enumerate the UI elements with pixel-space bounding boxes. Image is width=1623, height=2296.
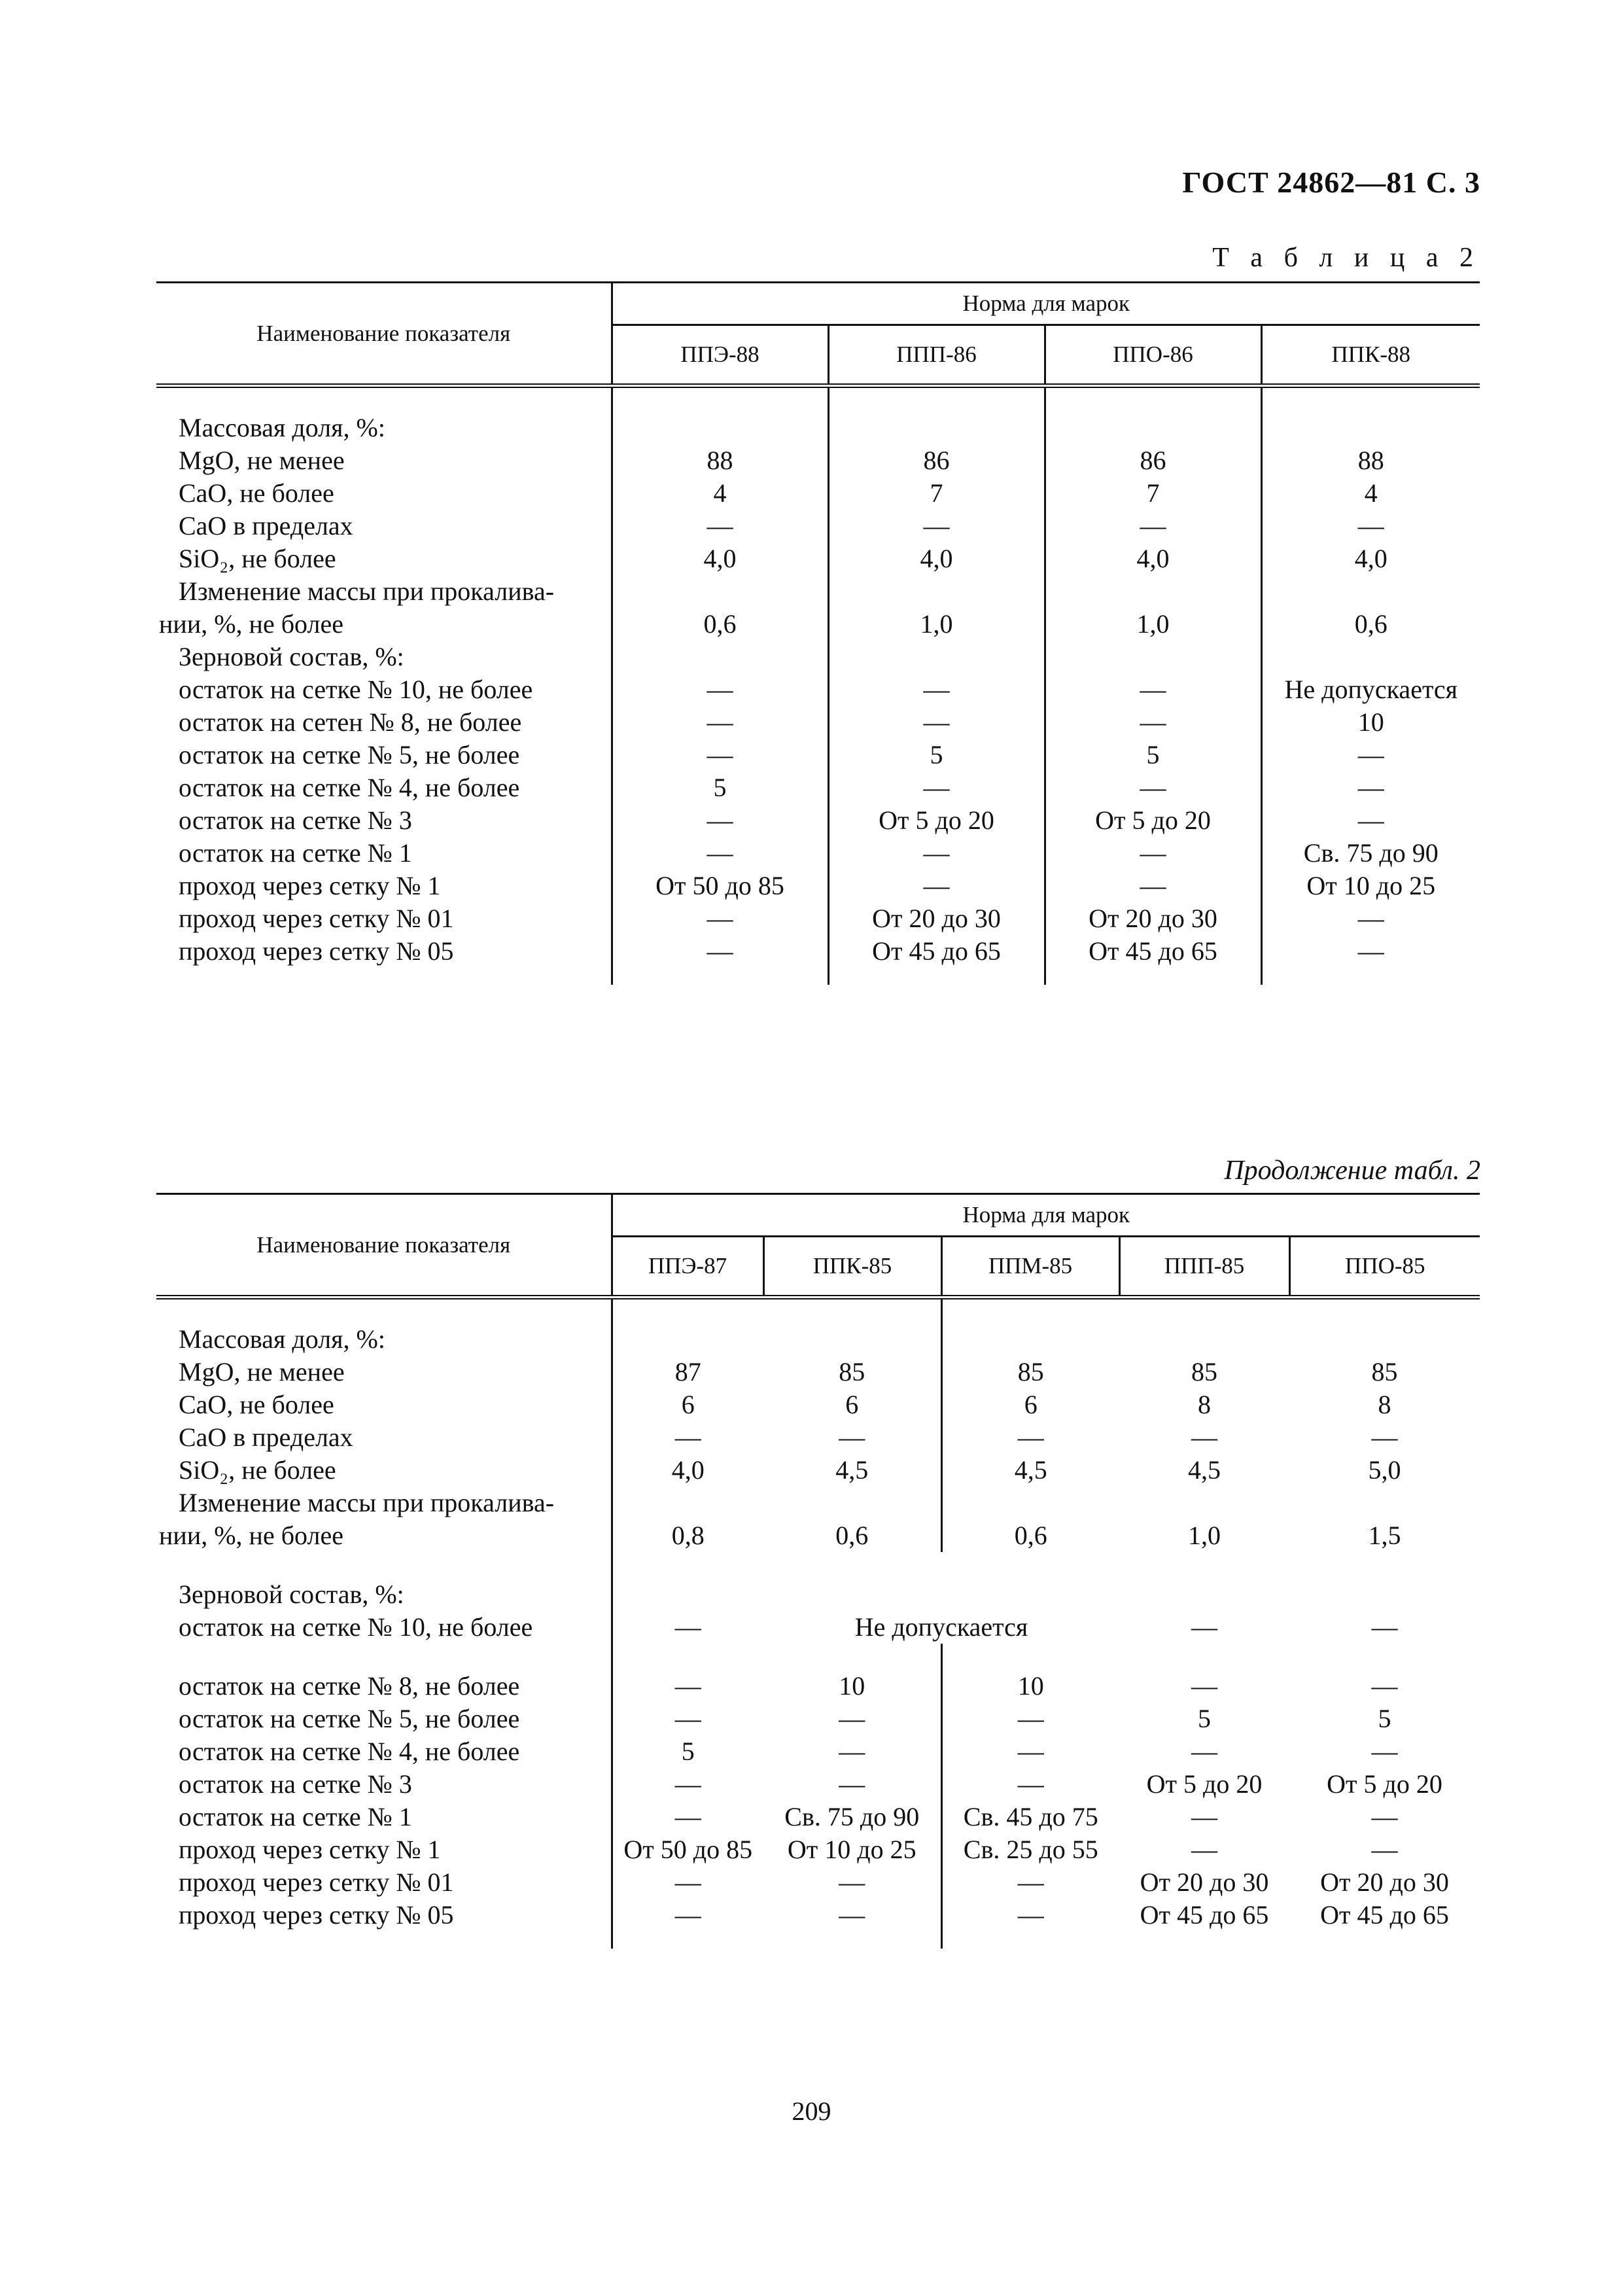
- cell: 4: [612, 477, 828, 510]
- cell: —: [1261, 935, 1480, 968]
- row-name: остаток на сетке № 5, не более: [179, 1704, 520, 1733]
- cell: 7: [1045, 477, 1261, 510]
- cell: —: [612, 804, 828, 837]
- row-name: Изменение массы при прокалива-: [179, 576, 555, 606]
- row-name: остаток на сетке № 10, не более: [179, 1612, 533, 1642]
- cell: 1,0: [1188, 1521, 1221, 1550]
- cell: —: [612, 510, 828, 542]
- cell: —: [612, 1703, 763, 1735]
- cell: —: [839, 1704, 865, 1733]
- cell: От 5 до 20: [1146, 1769, 1263, 1799]
- cell: —: [828, 706, 1045, 739]
- table-row: [156, 706, 1480, 739]
- table-row: [156, 412, 1480, 444]
- cell: —: [1191, 1671, 1217, 1701]
- row-name: остаток на сетен № 8, не более: [179, 707, 522, 737]
- row-name: проход через сетку № 05: [179, 936, 454, 966]
- cell: —: [612, 673, 828, 706]
- table-row: [156, 1768, 1480, 1801]
- cell: 1,0: [828, 608, 1045, 641]
- cell: [1289, 1323, 1480, 1356]
- cell: [941, 1487, 1119, 1519]
- table1-col-header: ППК-88: [1261, 325, 1480, 386]
- table-row: [156, 673, 1480, 706]
- table-row: [156, 1801, 1480, 1833]
- cell: —: [612, 1421, 763, 1454]
- row-name: SiO₂, не более: [179, 544, 336, 573]
- table-row: [156, 1487, 1480, 1519]
- cell: —: [1191, 1737, 1217, 1766]
- table2-caption: Продолжение табл. 2: [1224, 1156, 1480, 1186]
- cell: —: [1191, 1835, 1217, 1864]
- cell: —: [1045, 870, 1261, 902]
- table-row: [156, 542, 1480, 575]
- row-name: CaO в пределах: [179, 511, 353, 540]
- row-name: MgO, не менее: [179, 1357, 345, 1386]
- cell: [612, 1578, 763, 1611]
- cell: 8: [1378, 1390, 1391, 1419]
- table2-col-header: ППК-85: [763, 1237, 941, 1298]
- cell: —: [1371, 1835, 1398, 1864]
- cell: —: [1261, 902, 1480, 935]
- table-row: [156, 575, 1480, 608]
- cell: —: [839, 1900, 865, 1930]
- cell: От 45 до 65: [1320, 1900, 1449, 1930]
- cell: От 10 до 25: [787, 1835, 916, 1864]
- row-name: остаток на сетке № 3: [179, 805, 412, 835]
- cell: —: [612, 1801, 763, 1833]
- cell: 10: [941, 1670, 1119, 1703]
- cell: 88: [612, 444, 828, 477]
- cell: 5: [828, 739, 1045, 771]
- cell: —: [612, 1866, 763, 1899]
- table-row: [156, 837, 1480, 870]
- cell: 5,0: [1368, 1455, 1401, 1485]
- cell: —: [1045, 673, 1261, 706]
- cell: [1261, 575, 1480, 608]
- cell: 4,0: [828, 542, 1045, 575]
- table-row: [156, 1703, 1480, 1735]
- table2-name-header: Наименование показателя: [156, 1194, 612, 1298]
- cell: —: [941, 1735, 1119, 1768]
- row-name: нии, %, не более: [159, 609, 343, 639]
- cell: 0,6: [612, 608, 828, 641]
- table-row: [156, 1899, 1480, 1932]
- cell: 86: [828, 444, 1045, 477]
- cell: —: [839, 1867, 865, 1897]
- table-row: [156, 1611, 1480, 1644]
- cell: 85: [839, 1357, 865, 1386]
- cell: [763, 1323, 941, 1356]
- row-name: остаток на сетке № 4, не более: [179, 1737, 520, 1766]
- cell: 6: [612, 1388, 763, 1421]
- cell: —: [612, 1899, 763, 1932]
- table-row: [156, 477, 1480, 510]
- cell: —: [612, 837, 828, 870]
- row-name: SiO₂, не более: [179, 1455, 336, 1485]
- cell: —: [828, 870, 1045, 902]
- cell: 8: [1198, 1390, 1211, 1419]
- cell: [1045, 575, 1261, 608]
- table1-name-header: Наименование показателя: [156, 283, 612, 386]
- cell: 86: [1045, 444, 1261, 477]
- cell: От 20 до 30: [1045, 902, 1261, 935]
- cell: —: [828, 771, 1045, 804]
- row-name: проход через сетку № 05: [179, 1900, 454, 1930]
- cell: —: [1261, 510, 1480, 542]
- row-name: Зерновой состав, %:: [179, 1580, 404, 1609]
- cell: [1045, 412, 1261, 444]
- cell: 0,6: [941, 1519, 1119, 1552]
- cell: —: [828, 837, 1045, 870]
- cell: —: [612, 706, 828, 739]
- table1: [156, 281, 1480, 985]
- cell: —: [1191, 1802, 1217, 1831]
- cell: [1119, 1323, 1289, 1356]
- cell: —: [828, 673, 1045, 706]
- table-row: [156, 1421, 1480, 1454]
- page-number: 209: [792, 2096, 831, 2126]
- cell: 87: [612, 1356, 763, 1388]
- cell: 5: [612, 1735, 763, 1768]
- table1-group-header: Норма для марок: [612, 283, 1480, 325]
- cell: —: [1045, 510, 1261, 542]
- cell: —: [941, 1768, 1119, 1801]
- cell: —: [612, 935, 828, 968]
- row-name: Зерновой состав, %:: [179, 642, 404, 671]
- row-name: остаток на сетке № 10, не более: [179, 675, 533, 704]
- table1-caption: Т а б л и ц а 2: [1212, 243, 1480, 273]
- table2-col-header: ППЭ-87: [612, 1237, 763, 1298]
- cell: —: [612, 1768, 763, 1801]
- table-row: [156, 804, 1480, 837]
- row-name: проход через сетку № 01: [179, 904, 454, 933]
- cell: —: [839, 1422, 865, 1452]
- table1-col-header: ППП-86: [828, 325, 1045, 386]
- cell: 88: [1261, 444, 1480, 477]
- table2-col-header: ППМ-85: [941, 1237, 1119, 1298]
- table-row: [156, 608, 1480, 641]
- cell: 4,0: [1045, 542, 1261, 575]
- row-name: остаток на сетке № 1: [179, 1802, 412, 1831]
- cell: От 20 до 30: [1140, 1867, 1269, 1897]
- row-name: MgO, не менее: [179, 446, 345, 475]
- table-row: [156, 1578, 1480, 1611]
- cell: 4,0: [612, 1454, 763, 1487]
- cell: —: [612, 739, 828, 771]
- cell: —: [1045, 771, 1261, 804]
- cell: 5: [1378, 1704, 1391, 1733]
- row-name: CaO в пределах: [179, 1422, 353, 1452]
- cell: От 50 до 85: [612, 1833, 763, 1866]
- cell: 10: [1261, 706, 1480, 739]
- cell: 85: [1371, 1357, 1398, 1386]
- cell: —: [941, 1899, 1119, 1932]
- cell: —: [1371, 1671, 1398, 1701]
- row-name: CaO, не более: [179, 1390, 334, 1419]
- cell: [1261, 412, 1480, 444]
- row-name: Изменение массы при прокалива-: [179, 1488, 555, 1517]
- cell: 4,5: [1188, 1455, 1221, 1485]
- cell: —: [1371, 1737, 1398, 1766]
- row-name: нии, %, не более: [159, 1521, 343, 1550]
- cell: От 50 до 85: [612, 870, 828, 902]
- table-row: [156, 1388, 1480, 1421]
- cell: От 45 до 65: [1140, 1900, 1269, 1930]
- cell: От 45 до 65: [1045, 935, 1261, 968]
- table2-col-header: ППП-85: [1119, 1237, 1289, 1298]
- table1-col-header: ППО-86: [1045, 325, 1261, 386]
- cell: [1289, 1487, 1480, 1519]
- cell: 4,5: [835, 1455, 869, 1485]
- row-name: остаток на сетке № 5, не более: [179, 740, 520, 769]
- table2: [156, 1193, 1480, 1949]
- table-row: [156, 739, 1480, 771]
- cell: 0,8: [612, 1519, 763, 1552]
- cell: 5: [1198, 1704, 1211, 1733]
- table-row: [156, 641, 1480, 673]
- cell: 0,6: [1261, 608, 1480, 641]
- cell: 10: [839, 1671, 865, 1701]
- cell: —: [1045, 706, 1261, 739]
- cell: 1,0: [1045, 608, 1261, 641]
- cell: От 10 до 25: [1261, 870, 1480, 902]
- row-name: остаток на сетке № 3: [179, 1769, 412, 1799]
- table-row: [156, 444, 1480, 477]
- cell: 85: [941, 1356, 1119, 1388]
- cell: —: [1261, 804, 1480, 837]
- table-row: [156, 1866, 1480, 1899]
- cell: —: [1261, 739, 1480, 771]
- table-row: [156, 902, 1480, 935]
- cell: [828, 412, 1045, 444]
- table2-group-header: Норма для марок: [612, 1194, 1480, 1237]
- cell: —: [941, 1866, 1119, 1899]
- table-row: [156, 1670, 1480, 1703]
- cell: [612, 412, 828, 444]
- cell: —: [1261, 771, 1480, 804]
- cell: [941, 1323, 1119, 1356]
- cell: —: [828, 510, 1045, 542]
- cell: [1261, 641, 1480, 673]
- row-name: остаток на сетке № 1: [179, 838, 412, 868]
- cell: —: [1371, 1422, 1398, 1452]
- table-row: [156, 1323, 1480, 1356]
- cell: Не допускается: [854, 1612, 1028, 1642]
- table-row: [156, 935, 1480, 968]
- cell: 4: [1261, 477, 1480, 510]
- cell: От 20 до 30: [1320, 1867, 1449, 1897]
- cell: 1,5: [1368, 1521, 1401, 1550]
- cell: 6: [941, 1388, 1119, 1421]
- cell: —: [612, 902, 828, 935]
- row-name: Массовая доля, %:: [179, 413, 385, 442]
- cell: —: [839, 1737, 865, 1766]
- row-name: остаток на сетке № 4, не более: [179, 773, 520, 802]
- table-row: [156, 1833, 1480, 1866]
- row-name: Массовая доля, %:: [179, 1324, 385, 1354]
- row-name: CaO, не более: [179, 478, 334, 508]
- cell: Св. 75 до 90: [1261, 837, 1480, 870]
- cell: —: [1191, 1612, 1217, 1642]
- cell: —: [1045, 837, 1261, 870]
- row-name: проход через сетку № 1: [179, 871, 441, 900]
- cell: 6: [845, 1390, 859, 1419]
- cell: [941, 1578, 1119, 1611]
- cell: 4,0: [612, 542, 828, 575]
- cell: От 5 до 20: [1327, 1769, 1442, 1799]
- cell: [612, 641, 828, 673]
- cell: Св. 75 до 90: [784, 1802, 920, 1831]
- cell: —: [941, 1703, 1119, 1735]
- cell: От 5 до 20: [828, 804, 1045, 837]
- cell: 0,6: [835, 1521, 869, 1550]
- cell: От 20 до 30: [828, 902, 1045, 935]
- table-row: [156, 1454, 1480, 1487]
- cell: 4,5: [941, 1454, 1119, 1487]
- table-row: [156, 1356, 1480, 1388]
- cell: 5: [1045, 739, 1261, 771]
- cell: [1045, 641, 1261, 673]
- cell: —: [612, 1670, 763, 1703]
- cell: [1289, 1578, 1480, 1611]
- cell: [612, 1487, 763, 1519]
- cell: [1119, 1487, 1289, 1519]
- cell: От 5 до 20: [1045, 804, 1261, 837]
- cell: Не допускается: [1261, 673, 1480, 706]
- row-name: проход через сетку № 01: [179, 1867, 454, 1897]
- cell: Св. 45 до 75: [941, 1801, 1119, 1833]
- row-name: проход через сетку № 1: [179, 1835, 441, 1864]
- cell: 4,0: [1261, 542, 1480, 575]
- cell: [1119, 1578, 1289, 1611]
- cell: Св. 25 до 55: [941, 1833, 1119, 1866]
- cell: [763, 1578, 941, 1611]
- cell: [828, 641, 1045, 673]
- table-row: [156, 510, 1480, 542]
- table-row: [156, 1735, 1480, 1768]
- cell: 7: [828, 477, 1045, 510]
- cell: —: [1191, 1422, 1217, 1452]
- cell: —: [1371, 1802, 1398, 1831]
- cell: —: [941, 1421, 1119, 1454]
- cell: [763, 1487, 941, 1519]
- table-row: [156, 1519, 1480, 1552]
- cell: 5: [612, 771, 828, 804]
- cell: —: [612, 1611, 763, 1644]
- cell: [828, 575, 1045, 608]
- cell: 85: [1191, 1357, 1217, 1386]
- cell: От 45 до 65: [828, 935, 1045, 968]
- row-name: остаток на сетке № 8, не более: [179, 1671, 520, 1701]
- cell: [612, 1323, 763, 1356]
- table-row: [156, 870, 1480, 902]
- table2-col-header: ППО-85: [1289, 1237, 1480, 1298]
- table1-col-header: ППЭ-88: [612, 325, 828, 386]
- cell: —: [1371, 1612, 1398, 1642]
- cell: [612, 575, 828, 608]
- cell: —: [839, 1769, 865, 1799]
- page-header: ГОСТ 24862—81 С. 3: [1182, 166, 1480, 199]
- table-row: [156, 771, 1480, 804]
